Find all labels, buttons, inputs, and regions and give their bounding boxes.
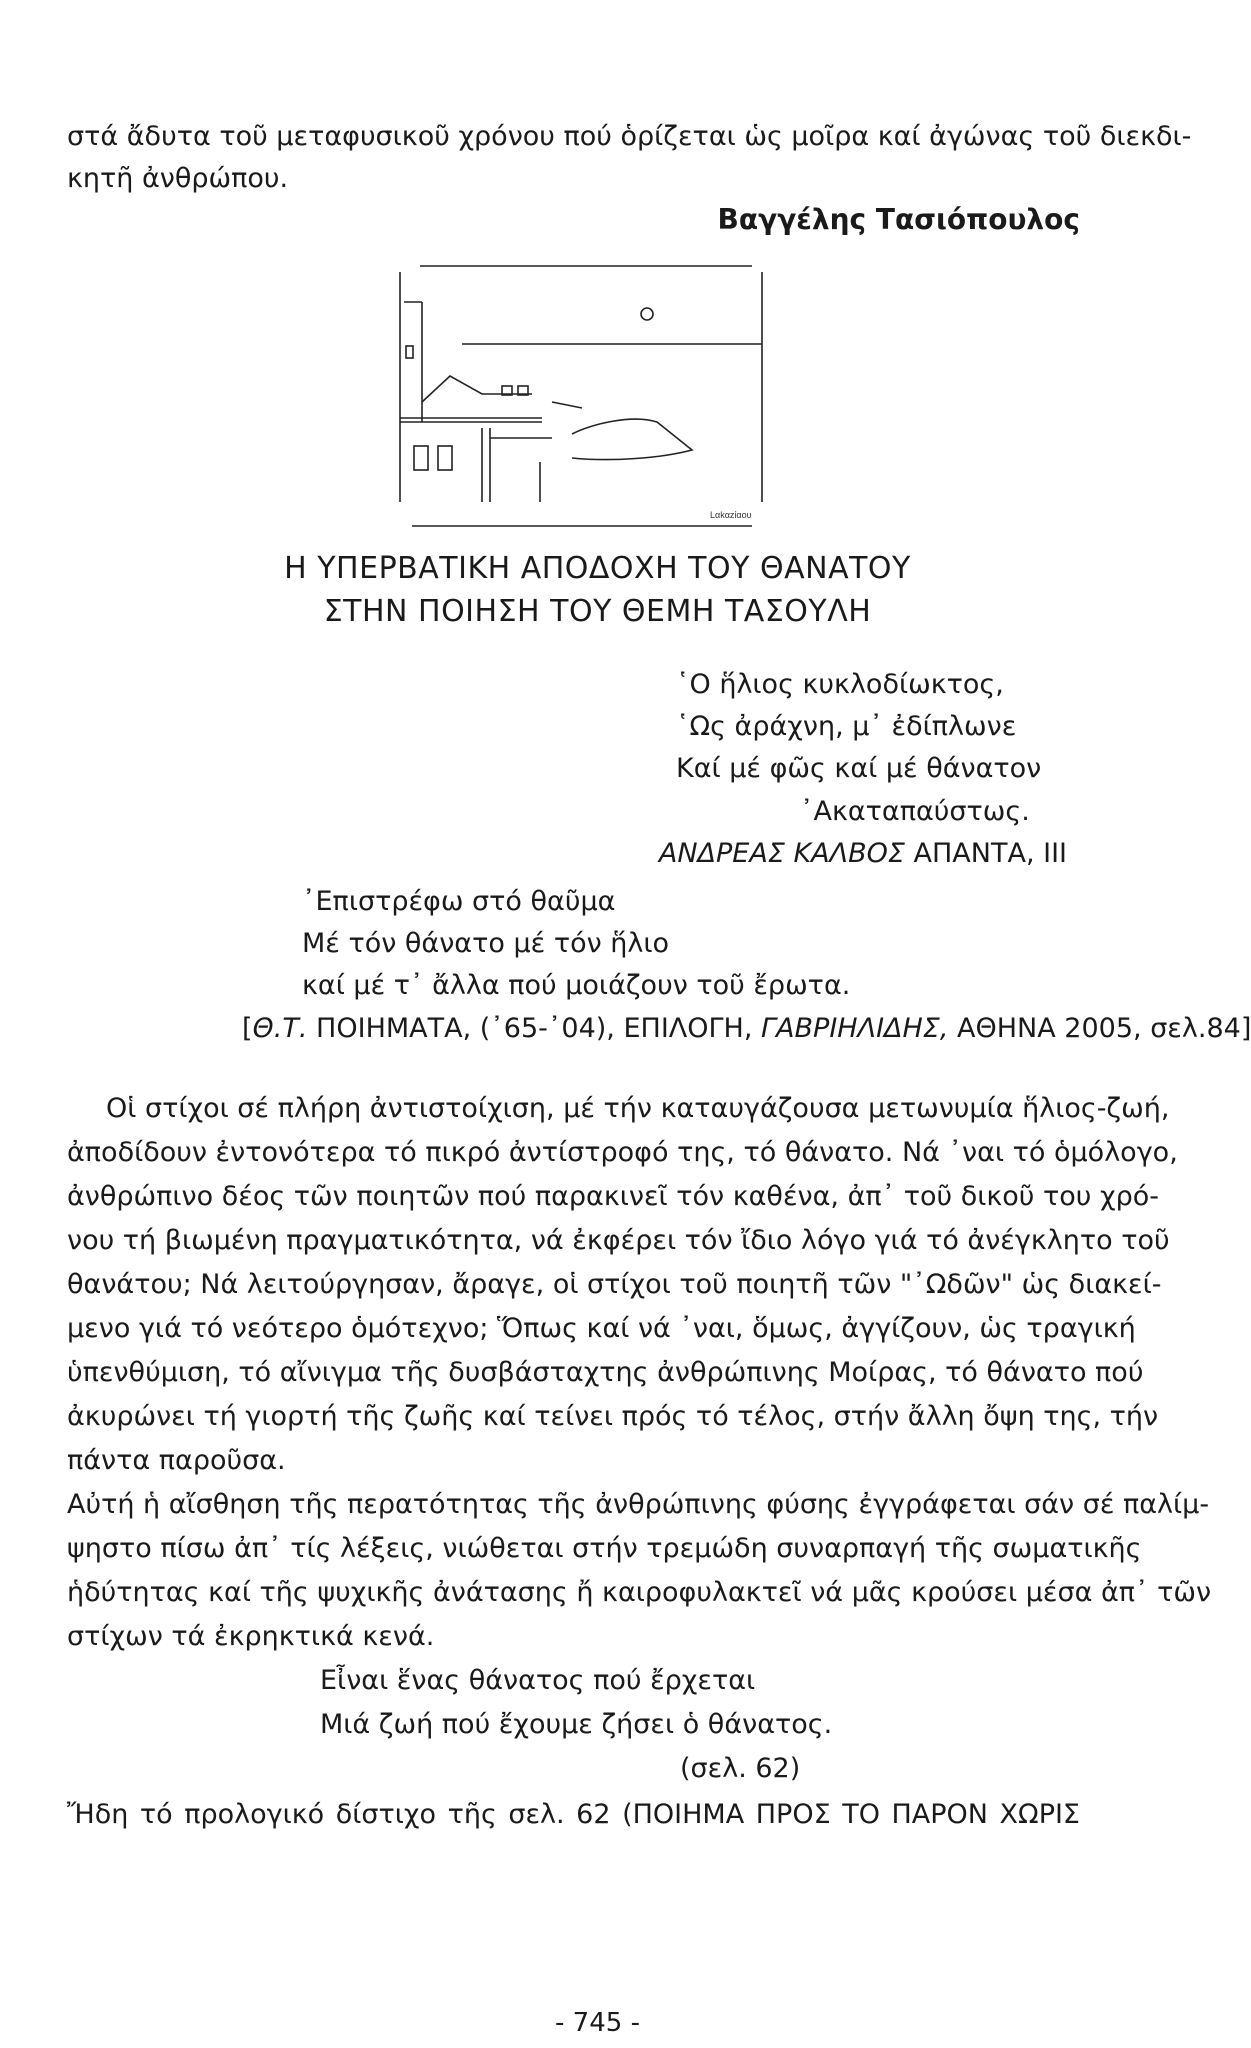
epigraph-2-citation xyxy=(242,1012,1251,1046)
sketch-illustration xyxy=(392,262,766,530)
epigraph-2-line: Μέ τόν θάνατο μέ τόν ἥλιο xyxy=(302,928,670,959)
sun-icon xyxy=(641,308,653,320)
sketch-signature: Lαkαzίαου xyxy=(710,510,752,520)
citation-open: [ xyxy=(242,1013,253,1044)
quote-source: (σελ. 62) xyxy=(680,1753,801,1784)
final-line: Ἤδη τό προλογικό δίστιχο τῆς σελ. 62 (ΠΟΙΗΜΑ ΠΡΟΣ ΤΟ ΠΑΡΟΝ ΧΩΡΙΣ xyxy=(67,1799,1080,1830)
epigraph-2-line: ᾽Επιστρέφω στό θαῦμα xyxy=(302,886,616,917)
paragraph-1-line: ἀνθρώπινο δέος τῶν ποιητῶν πού παρακινεῖ τόν καθένα, ἀπ᾽ τοῦ δικοῦ του χρό- xyxy=(67,1181,1159,1212)
paragraph-2-line: Αὐτή ἡ αἴσθηση τῆς περατότητας τῆς ἀνθρώπινης φύσης ἐγγράφεται σάν σέ παλίμ- xyxy=(67,1489,1210,1520)
article-title-line-2: ΣΤΗΝ ΠΟΙΗΣΗ ΤΟΥ ΘΕΜΗ ΤΑΣΟΥΛΗ xyxy=(323,594,872,629)
epigraph-1-line: ᾽Ακαταπαύστως. xyxy=(800,796,1030,827)
intro-line-2: κητῆ ἀνθρώπου. xyxy=(67,163,289,194)
paragraph-1-line: θανάτου; Νά λειτούργησαν, ἄραγε, οἱ στίχοι τοῦ ποιητῆ τῶν "᾽Ωδῶν" ὡς διακεί- xyxy=(67,1269,1162,1300)
epigraph-1-line: ῾Ως ἀράχνη, μ᾽ ἐδίπλωνε xyxy=(676,711,1017,742)
paragraph-1-line: ἀκυρώνει τή γιορτή τῆς ζωῆς καί τείνει πρός τό τέλος, στήν ἄλλη ὄψη της, τήν xyxy=(67,1401,1159,1432)
article-title-line-1: Η ΥΠΕΡΒΑΤΙΚΗ ΑΠΟΔΟΧΗ ΤΟΥ ΘΑΝΑΤΟΥ xyxy=(284,551,911,586)
paragraph-1-line: ὑπενθύμιση, τό αἴνιγμα τῆς δυσβάσταχτης ἀνθρώπινης Μοίρας, τό θάνατο πού xyxy=(67,1357,1144,1388)
paragraph-1-line: νου τή βιωμένη πραγματικότητα, νά ἐκφέρει τόν ἴδιο λόγο γιά τό ἀνέγκλητο τοῦ xyxy=(67,1225,1170,1256)
epigraph-1-source-work: ΑΠΑΝΤΑ, ΙΙΙ xyxy=(904,838,1067,869)
paragraph-2-last-line: στίχων τά ἐκρηκτικά κενά. xyxy=(67,1621,435,1652)
citation-publisher: ΓΑΒΡΙΗΛΙΔΗΣ, xyxy=(761,1013,949,1044)
epigraph-1-line: ῾Ο ἥλιος κυκλοδίωκτος, xyxy=(676,669,1004,700)
paragraph-2-line: ψηστο πίσω ἀπ᾽ τίς λέξεις, νιώθεται στήν τρεμώδη συναρπαγή τῆς σωματικῆς xyxy=(67,1533,1142,1564)
citation-initials: Θ.Τ. xyxy=(252,1013,308,1044)
page-number: - 745 - xyxy=(555,2008,640,2038)
quote-line: Εἶναι ἕνας θάνατος πού ἔρχεται xyxy=(320,1665,756,1696)
intro-line-1: στά ἄδυτα τοῦ μεταφυσικοῦ χρόνου πού ὁρίζεται ὡς μοῖρα καί ἀγώνας τοῦ διεκδι- xyxy=(67,121,1192,152)
epigraph-2-line: καί μέ τ᾽ ἄλλα πού μοιάζουν τοῦ ἔρωτα. xyxy=(302,970,851,1001)
paragraph-1-last-line: πάντα παροῦσα. xyxy=(67,1445,286,1476)
citation-end: ΑΘΗΝΑ 2005, σελ.84] xyxy=(948,1013,1251,1044)
epigraph-1-source xyxy=(659,837,1067,871)
paragraph-1-line: ἀποδίδουν ἐντονότερα τό πικρό ἀντίστροφό της, τό θάνατο. Νά ᾽ναι τό ὁμόλογο, xyxy=(67,1137,1178,1168)
epigraph-1-source-author: ΑΝΔΡΕΑΣ ΚΑΛΒΟΣ xyxy=(658,838,905,869)
epigraph-1-line: Καί μέ φῶς καί μέ θάνατον xyxy=(676,753,1042,784)
citation-middle: ΠΟΙΗΜΑΤΑ, (᾽65-᾽04), ΕΠΙΛΟΓΗ, xyxy=(307,1013,762,1044)
paragraph-1-line: Οἱ στίχοι σέ πλήρη ἀντιστοίχιση, μέ τήν καταυγάζουσα μετωνυμία ἥλιος-ζωή, xyxy=(106,1093,1170,1124)
quote-line: Μιά ζωή πού ἔχουμε ζήσει ὁ θάνατος. xyxy=(320,1709,833,1740)
paragraph-1-line: μενο γιά τό νεότερο ὁμότεχνο; Ὅπως καί νά ᾽ναι, ὅμως, ἀγγίζουν, ὡς τραγική xyxy=(67,1313,1136,1344)
author-name: Βαγγέλης Τασιόπουλος xyxy=(717,203,1080,236)
paragraph-2-line: ἡδύτητας καί τῆς ψυχικῆς ἀνάτασης ἤ καιροφυλακτεῖ νά μᾶς κρούσει μέσα ἀπ᾽ τῶν xyxy=(67,1577,1212,1608)
